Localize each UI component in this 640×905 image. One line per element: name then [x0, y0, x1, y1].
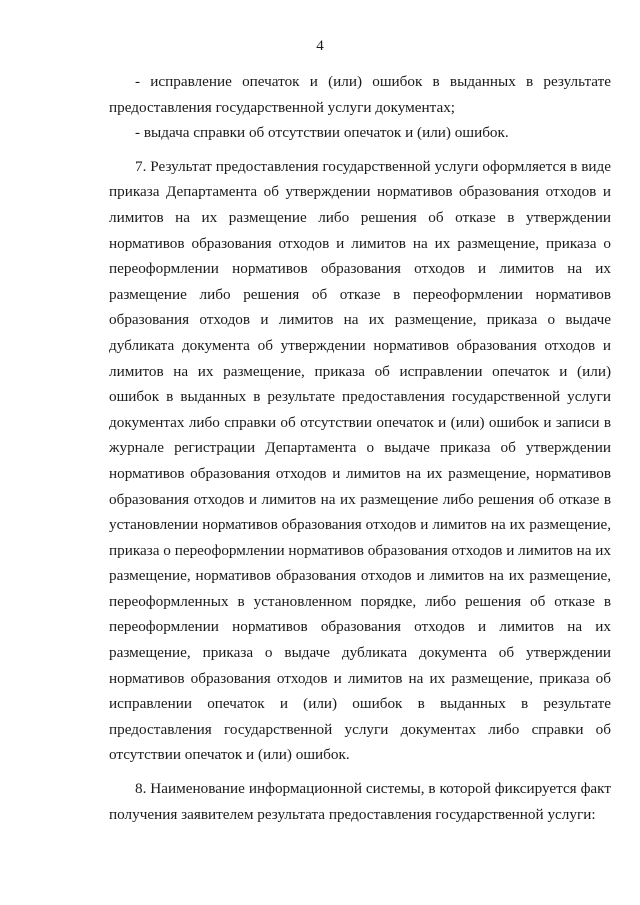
- document-body: [109, 69, 611, 827]
- paragraph-7-result: 7. Результат предоставления государственной услуги оформляется в виде приказа Департамента об утверждении нормативов образования отходов и лимитов на их размещение либо решения об отказе в утверждении нормативов образования отходов и лимитов на их размещение, приказа о переоформлении нормативов образования отходов и лимитов на их размещение либо решения об отказе в переоформлении нормативов образования отходов и лимитов на их размещение, приказа о выдаче дубликата документа об утверждении нормативов образования отходов и лимитов на их размещение, приказа об исправлении опечаток и (или) ошибок в выданных в результате предоставления государственной услуги документах либо справки об отсутствии опечаток и (или) ошибок и записи в журнале регистрации Департамента о выдаче приказа об утверждении нормативов образования отходов и лимитов на их размещение, нормативов образования отходов и лимитов на их размещение либо решения об отказе в установлении нормативов образования отходов и лимитов на их размещение, приказа о переоформлении нормативов образования отходов и лимитов на их размещение, нормативов образования отходов и лимитов на их размещение, переоформленных в установленном порядке, либо решения об отказе в переоформлении нормативов образования отходов и лимитов на их размещение, приказа о выдаче дубликата документа об утверждении нормативов образования отходов и лимитов на их размещение, приказа об исправлении опечаток и (или) ошибок в выданных в результате предоставления государственной услуги документах либо справки об отсутствии опечаток и (или) ошибок.: [109, 157, 611, 764]
- page-number: 4: [316, 38, 324, 54]
- paragraph-correction-item: - исправление опечаток и (или) ошибок в выданных в результате предоставления государственной услуги документах;: [109, 73, 611, 116]
- paragraph-8-information-system: 8. Наименование информационной системы, в которой фиксируется факт получения заявителем результата предоставления государственной услуги:: [109, 780, 611, 823]
- paragraph-certificate-item: - выдача справки об отсутствии опечаток и (или) ошибок.: [135, 124, 509, 142]
